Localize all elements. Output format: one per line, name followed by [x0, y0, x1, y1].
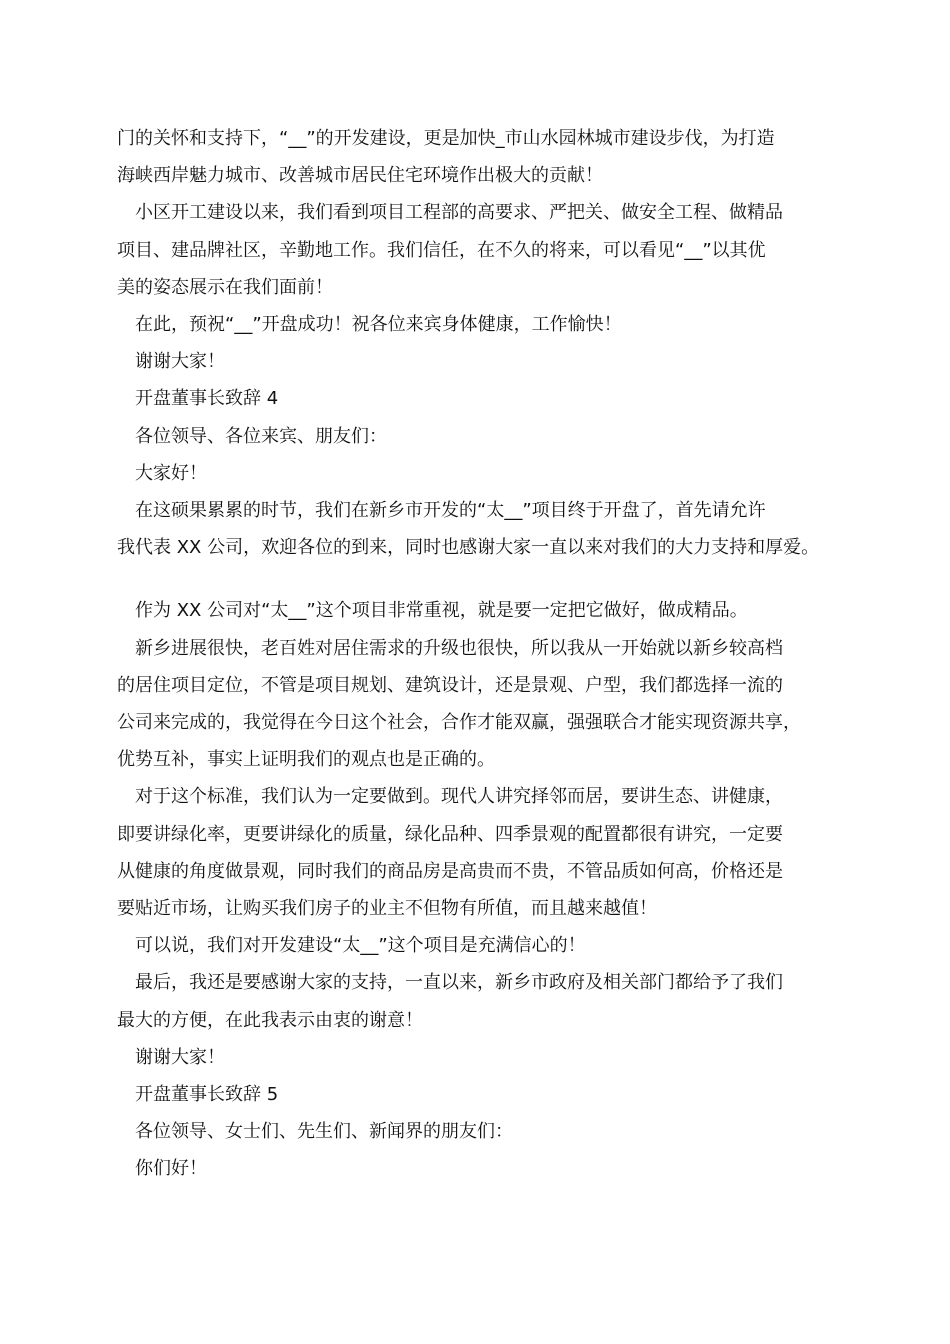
text-line: 对于这个标准，我们认为一定要做到。现代人讲究择邻而居，要讲生态、讲健康， [135, 786, 783, 808]
text-line: 小区开工建设以来，我们看到项目工程部的高要求、严把关、做安全工程、做精品 [135, 202, 783, 224]
text-line: 我代表 XX 公司，欢迎各位的到来，同时也感谢大家一直以来对我们的大力支持和厚爱。 [117, 537, 820, 559]
text-line: 从健康的角度做景观，同时我们的商品房是高贵而不贵，不管品质如何高，价格还是 [117, 860, 783, 882]
text-line: 最大的方便，在此我表示由衷的谢意！ [117, 1009, 423, 1031]
text-line: 项目、建品牌社区，辛勤地工作。我们信任，在不久的将来，可以看见“__”以其优 [117, 239, 766, 261]
document-body [117, 120, 837, 1188]
text-line: 即要讲绿化率，更要讲绿化的质量，绿化品种、四季景观的配置都很有讲究，一定要 [117, 823, 783, 845]
text-line: 门的关怀和支持下，“__”的开发建设，更是加快_市山水园林城市建设步伐，为打造 [117, 128, 775, 149]
text-line: 新乡进展很快，老百姓对居住需求的升级也很快，所以我从一开始就以新乡较高档 [135, 637, 783, 659]
text-line: 海峡西岸魅力城市、改善城市居民住宅环境作出极大的贡献！ [117, 165, 603, 187]
text-line: 大家好！ [135, 462, 207, 484]
text-line: 谢谢大家！ [135, 1046, 225, 1068]
text-line: 在这硕果累累的时节，我们在新乡市开发的“太__”项目终于开盘了，首先请允许 [135, 500, 766, 522]
text-line: 各位领导、女士们、先生们、新闻界的朋友们： [135, 1121, 513, 1143]
text-line: 开盘董事长致辞 4 [135, 388, 279, 410]
document-page [117, 120, 837, 1188]
text-line: 的居住项目定位，不管是项目规划、建筑设计，还是景观、户型，我们都选择一流的 [117, 674, 783, 696]
text-line: 谢谢大家！ [135, 351, 225, 373]
text-line: 公司来完成的，我觉得在今日这个社会，合作才能双赢，强强联合才能实现资源共享， [117, 712, 801, 734]
paragraph-gap [117, 566, 837, 592]
text-line: 可以说，我们对开发建设“太__”这个项目是充满信心的！ [135, 935, 586, 957]
text-line: 优势互补，事实上证明我们的观点也是正确的。 [117, 749, 495, 771]
text-line: 在此，预祝“__”开盘成功！祝各位来宾身体健康，工作愉快！ [135, 314, 622, 336]
text-line: 美的姿态展示在我们面前！ [117, 276, 333, 298]
text-line: 最后，我还是要感谢大家的支持，一直以来，新乡市政府及相关部门都给予了我们 [135, 972, 783, 994]
text-line: 你们好！ [135, 1158, 207, 1180]
text-line: 要贴近市场，让购买我们房子的业主不但物有所值，而且越来越值！ [117, 898, 657, 920]
text-line: 开盘董事长致辞 5 [135, 1084, 279, 1106]
text-line: 各位领导、各位来宾、朋友们： [135, 425, 387, 447]
text-line: 作为 XX 公司对“太__”这个项目非常重视，就是要一定把它做好，做成精品。 [135, 600, 748, 622]
